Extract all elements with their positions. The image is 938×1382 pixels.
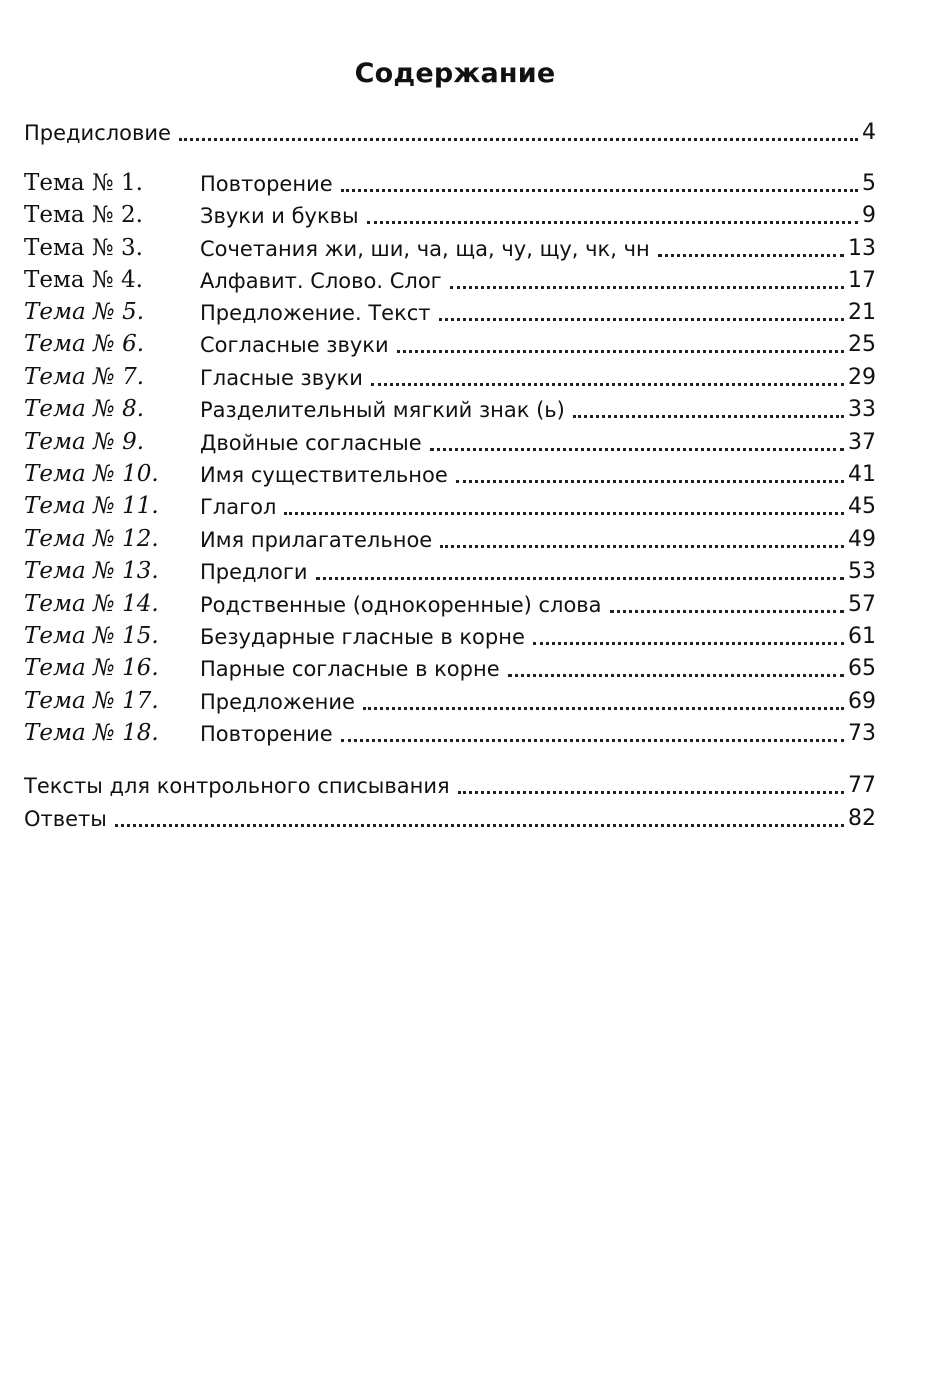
dot-leader [341,739,844,742]
topic-title: Парные согласные в корне [200,657,500,681]
topic-number: Тема № 18. [24,720,159,746]
dot-leader [658,254,844,257]
toc-page-number: 4 [862,120,876,145]
dot-leader [397,350,844,353]
toc-entry-topic-8 [24,389,876,421]
toc-entry-topic-5 [24,292,876,324]
toc-page-number: 65 [848,656,876,681]
dot-leader [508,674,844,677]
topic-title: Звуки и буквы [200,204,359,228]
topic-title: Повторение [200,172,333,196]
dot-leader [456,480,844,483]
dot-leader [341,189,858,192]
toc-entry-topic-6 [24,324,876,356]
dot-leader [533,642,844,645]
toc-entry-label: Ответы [24,807,107,831]
toc-entry-preface [24,112,876,144]
dot-leader [179,138,858,141]
topic-title: Разделительный мягкий знак (ь) [200,398,565,422]
topic-title: Гласные звуки [200,366,363,390]
topic-number: Тема № 5. [24,299,145,325]
toc-entry-answers [24,798,876,830]
dot-leader [610,610,844,613]
topic-number: Тема № 12. [24,526,159,552]
toc-entry-topic-10 [24,454,876,486]
topic-number: Тема № 16. [24,655,159,681]
toc-page-number: 57 [848,592,876,617]
toc-entry-topic-12 [24,519,876,551]
dot-leader [371,383,844,386]
dot-leader [367,221,858,224]
toc-entry-topic-15 [24,616,876,648]
toc-page-number: 45 [848,494,876,519]
dot-leader [458,791,844,794]
topic-title: Безударные гласные в корне [200,625,525,649]
toc-page-number: 25 [848,332,876,357]
toc-page-number: 17 [848,268,876,293]
toc-entry-topic-13 [24,551,876,583]
toc-page-number: 61 [848,624,876,649]
topic-title: Предложение. Текст [200,301,431,325]
toc-page-number: 9 [862,203,876,228]
toc-page-number: 33 [848,397,876,422]
topic-number: Тема № 7. [24,364,145,390]
topic-title: Сочетания жи, ши, ча, ща, чу, щу, чк, чн [200,237,650,261]
topic-title: Родственные (однокоренные) слова [200,593,602,617]
toc-entry-topic-9 [24,422,876,454]
toc-entry-topic-1 [24,163,876,195]
toc-entry-topic-11 [24,486,876,518]
topic-title: Двойные согласные [200,431,422,455]
toc-page-number: 73 [848,721,876,746]
topic-number: Тема № 13. [24,558,159,584]
topic-title: Алфавит. Слово. Слог [200,269,442,293]
topic-title: Предлоги [200,560,308,584]
topic-number: Тема № 10. [24,461,159,487]
toc-entry-topic-4 [24,260,876,292]
topic-title: Предложение [200,690,355,714]
toc-page-number: 77 [848,773,876,798]
toc-entry-topic-17 [24,681,876,713]
topic-number: Тема № 3. [24,235,143,261]
dot-leader [316,577,844,580]
topic-number: Тема № 9. [24,429,145,455]
toc-entry-topic-3 [24,228,876,260]
toc-page-number: 37 [848,430,876,455]
topic-number: Тема № 15. [24,623,159,649]
toc-entry-topic-2 [24,195,876,227]
topic-number: Тема № 2. [24,202,143,228]
toc-page-number: 53 [848,559,876,584]
dot-leader [440,545,844,548]
toc-entry-label: Предисловие [24,121,171,145]
topic-number: Тема № 6. [24,331,145,357]
dot-leader [450,286,844,289]
dot-leader [430,448,844,451]
toc-page-number: 82 [848,806,876,831]
topic-title: Согласные звуки [200,333,389,357]
topic-number: Тема № 1. [24,170,143,196]
toc-page-number: 5 [862,171,876,196]
topic-number: Тема № 4. [24,267,143,293]
dot-leader [363,707,844,710]
topic-number: Тема № 11. [24,493,159,519]
toc-page-number: 21 [848,300,876,325]
dot-leader [573,415,844,418]
topic-title: Имя прилагательное [200,528,433,552]
dot-leader [284,512,844,515]
toc-entry-topic-16 [24,648,876,680]
toc-page-number: 29 [848,365,876,390]
topic-title: Повторение [200,722,333,746]
toc-entry-label: Тексты для контрольного списывания [24,774,450,798]
topic-title: Имя существительное [200,463,448,487]
topic-number: Тема № 8. [24,396,145,422]
topic-number: Тема № 17. [24,688,159,714]
toc-page-number: 41 [848,462,876,487]
topic-number: Тема № 14. [24,591,159,617]
topic-title: Глагол [200,495,277,519]
toc-page-number: 13 [848,236,876,261]
dot-leader [115,824,844,827]
toc-entry-topic-18 [24,713,876,745]
toc-entry-topic-14 [24,584,876,616]
toc-page-number: 69 [848,689,876,714]
toc-entry-control-texts [24,765,876,797]
toc-entry-topic-7 [24,357,876,389]
toc-page-number: 49 [848,527,876,552]
page-title: Содержание [354,58,556,89]
dot-leader [439,318,844,321]
